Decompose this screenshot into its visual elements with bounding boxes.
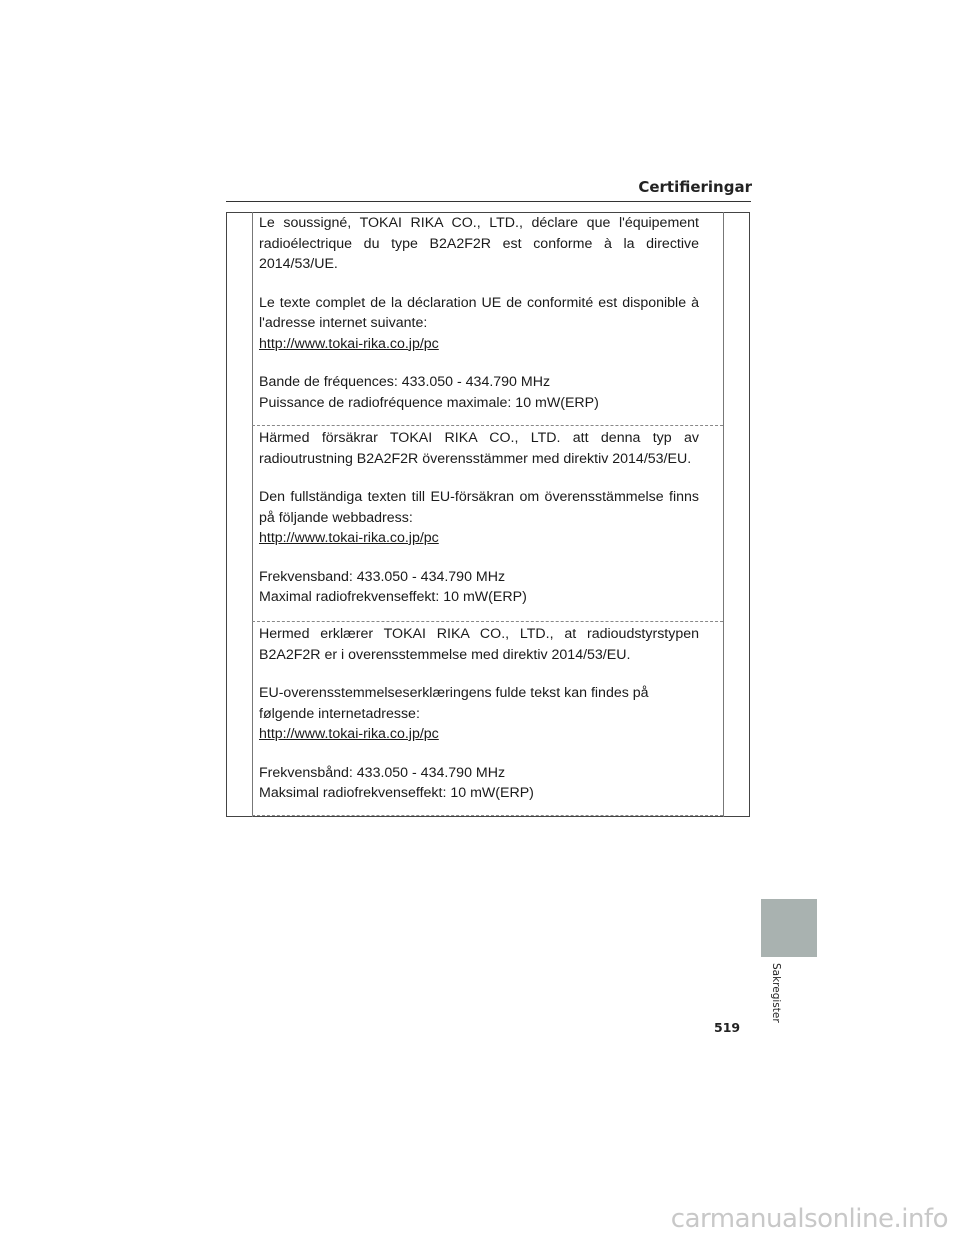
declaration-text: Härmed försäkrar TOKAI RIKA CO., LTD. att denna typ av radioutrustning B2A2F2R överensstämmer med direktiv 2014/53/EU. [259,430,699,467]
frequency-band-text: Frekvensbånd: 433.050 - 434.790 MHz [259,764,506,781]
watermark-logo: carmanualsonline.info [670,1204,948,1234]
max-power-text: Puissance de radiofréquence maximale: 10 mW(ERP) [259,394,599,411]
fulltext-line-2: følgende internetadresse: [259,705,420,722]
section-separator [252,621,723,622]
fulltext-text: Le texte complet de la déclaration UE de conformité est disponible à l'adresse internet suivante: [259,294,699,331]
page-number: 519 [714,1020,741,1035]
frame-inner-right-line [723,212,724,817]
declaration-link[interactable]: http://www.tokai-rika.co.jp/pc [259,530,439,546]
fulltext-line-1: EU-overensstemmelseserklæringens fulde tekst kan findes på [259,685,649,701]
frequency-band-text: Bande de fréquences: 433.050 - 434.790 MHz [259,374,551,390]
declaration-link[interactable]: http://www.tokai-rika.co.jp/pc [259,335,439,352]
fulltext-text: Den fullständiga texten till EU-försäkran om överensstämmelse finns på följande webbadress: [259,489,699,526]
declaration-text: Hermed erklærer TOKAI RIKA CO., LTD., at radioudstyrstypen B2A2F2R er i overensstemmelse med direktiv 2014/53/EU. [259,626,699,663]
section-french [259,213,699,413]
section-danish [259,624,699,804]
declaration-text: Le soussigné, TOKAI RIKA CO., LTD., déclare que l'équipement radioélectrique du type B2A2F2R est conforme à la directive 2014/53/UE. [259,215,699,272]
max-power-text: Maksimal radiofrekvenseffekt: 10 mW(ERP) [259,785,534,801]
declaration-link[interactable]: http://www.tokai-rika.co.jp/pc [259,726,439,742]
section-separator [252,815,723,816]
side-tab-label: Sakregister [770,963,782,1023]
frame-inner-left-line [252,212,253,817]
header-rule [226,201,751,202]
page-header-title: Certifieringar [638,178,752,196]
frequency-band-text: Frekvensband: 433.050 - 434.790 MHz [259,568,506,585]
section-swedish [259,428,699,608]
max-power-text: Maximal radiofrekvenseffekt: 10 mW(ERP) [259,589,527,605]
section-separator [252,425,723,426]
index-side-tab[interactable] [761,899,817,957]
